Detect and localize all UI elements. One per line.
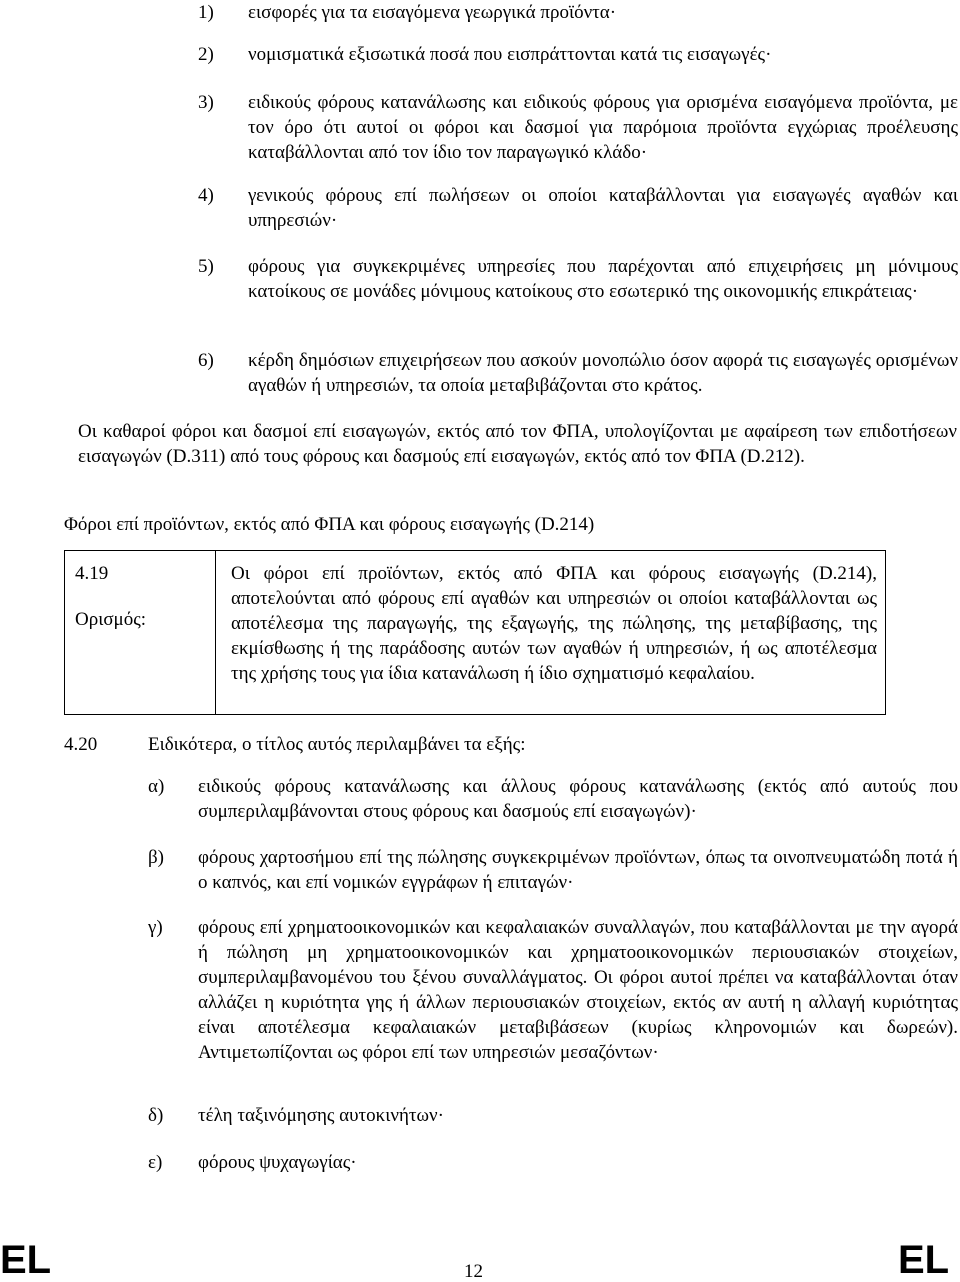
sub-item-e: [148, 1150, 958, 1175]
sub-text: φόρους ψυχαγωγίας·: [198, 1152, 357, 1173]
list-number: 4): [198, 185, 214, 206]
sub-number: γ): [148, 917, 163, 938]
list-text: ειδικούς φόρους κατανάλωσης και ειδικούς φόρους για ορισμένα εισαγόμενα προϊόντα, με τον όρο ότι αυτοί οι φόροι και δασμοί για παρόμοια προϊόντα εγχώριας προέλευσης καταβάλλονται από τον ίδιο τον παραγωγικό κλάδο·: [248, 92, 958, 163]
definition-box: [64, 550, 886, 715]
list-item-5: [198, 254, 958, 304]
list-number: 6): [198, 350, 214, 371]
list-item-4: [198, 183, 958, 233]
sub-text: φόρους χαρτοσήμου επί της πώλησης συγκεκριμένων προϊόντων, όπως τα οινοπνευματώδη ποτά ή ο καπνός, και επί νομικών εγγράφων ή επιταγών·: [198, 847, 958, 893]
net-taxes-paragraph: Οι καθαροί φόροι και δασμοί επί εισαγωγών, εκτός από τον ΦΠΑ, υπολογίζονται με αφαίρεση των επιδοτήσεων εισαγωγών (D.311) από τους φόρους και δασμούς επί εισαγωγών, εκτός από τον ΦΠΑ (D.212).: [78, 421, 957, 467]
sub-number: δ): [148, 1105, 164, 1126]
sub-number: ε): [148, 1152, 163, 1173]
list-text: εισφορές για τα εισαγόμενα γεωργικά προϊόντα·: [248, 2, 617, 23]
section-heading: Φόροι επί προϊόντων, εκτός από ΦΠΑ και φόρους εισαγωγής (D.214): [64, 514, 595, 535]
list-number: 5): [198, 256, 214, 277]
list-number: 3): [198, 92, 214, 113]
list-item-1: [198, 0, 958, 25]
footer-language-right: EL: [898, 1238, 950, 1282]
list-item-3: [198, 90, 958, 165]
page-number: 12: [464, 1261, 483, 1282]
list-text: κέρδη δημόσιων επιχειρήσεων που ασκούν μονοπώλιο όσον αφορά τις εισαγωγές ορισμένων αγαθών ή υπηρεσιών, τα οποία μεταβιβάζονται στο κράτος.: [248, 350, 958, 396]
sub-item-d: [148, 1103, 958, 1128]
sub-text: ειδικούς φόρους κατανάλωσης και άλλους φόρους κατανάλωσης (εκτός από αυτούς που συμπεριλαμβάνονται στους φόρους και δασμούς επί εισαγωγών)·: [198, 776, 958, 822]
section-text-4-20: Ειδικότερα, ο τίτλος αυτός περιλαμβάνει τα εξής:: [148, 734, 526, 755]
list-text: νομισματικά εξισωτικά ποσά που εισπράττονται κατά τις εισαγωγές·: [248, 44, 772, 65]
sub-text: φόρους επί χρηματοοικονομικών και κεφαλαιακών συναλλαγών, που καταβάλλονται με την αγορά ή πώληση μη χρηματοοικονομικών και χρηματοοικονομικών περιουσιακών στοιχείων, συμπεριλαμβανομένου του ξένου συναλλάγματος. Οι φόροι αυτοί πρέπει να καταβάλλονται όταν αλλάζει η κυριότητα γης ή άλλων περιουσιακών στοιχείων, εκτός αν αυτή η αλλαγή κυριότητας είναι αποτέλεσμα κεφαλαιακών μεταβιβάσεων (κυρίως κληρονομιών και δωρεών). Αντιμετωπίζονται ως φόροι επί των υπηρεσιών μεσαζόντων·: [198, 917, 958, 1063]
list-item-2: [198, 42, 958, 67]
definition-label: Ορισμός:: [75, 609, 147, 630]
sub-item-c: [148, 915, 958, 1065]
definition-text: Οι φόροι επί προϊόντων, εκτός από ΦΠΑ και φόρους εισαγωγής (D.214), αποτελούνται από φόρους επί αγαθών και υπηρεσιών οι οποίοι καταβάλλονται ως αποτέλεσμα της παραγωγής, της εξαγωγής, της πώλησης, της μεταβίβασης, της εκμίσθωσης ή της παράδοσης αυτών των αγαθών ή υπηρεσιών, ή ως αποτέλεσμα της χρήσης τους για ίδια κατανάλωση ή ίδιο σχηματισμό κεφαλαίου.: [231, 563, 877, 684]
definition-number: 4.19: [75, 563, 109, 584]
list-item-6: [198, 348, 958, 398]
definition-divider: [215, 551, 216, 714]
sub-item-b: [148, 845, 958, 895]
sub-item-a: [148, 774, 958, 824]
list-number: 2): [198, 44, 214, 65]
list-text: φόρους για συγκεκριμένες υπηρεσίες που παρέχονται από επιχειρήσεις μη μόνιμους κατοίκους σε μονάδες μόνιμους κατοίκους στο εσωτερικό της οικονομικής επικράτειας·: [248, 256, 958, 302]
sub-number: α): [148, 776, 165, 797]
list-number: 1): [198, 2, 214, 23]
section-number-4-20: 4.20: [64, 734, 98, 755]
list-text: γενικούς φόρους επί πωλήσεων οι οποίοι καταβάλλονται για εισαγωγές αγαθών και υπηρεσιών·: [248, 185, 958, 231]
sub-number: β): [148, 847, 164, 868]
sub-text: τέλη ταξινόμησης αυτοκινήτων·: [198, 1105, 444, 1126]
footer-language-left: EL: [0, 1238, 52, 1282]
